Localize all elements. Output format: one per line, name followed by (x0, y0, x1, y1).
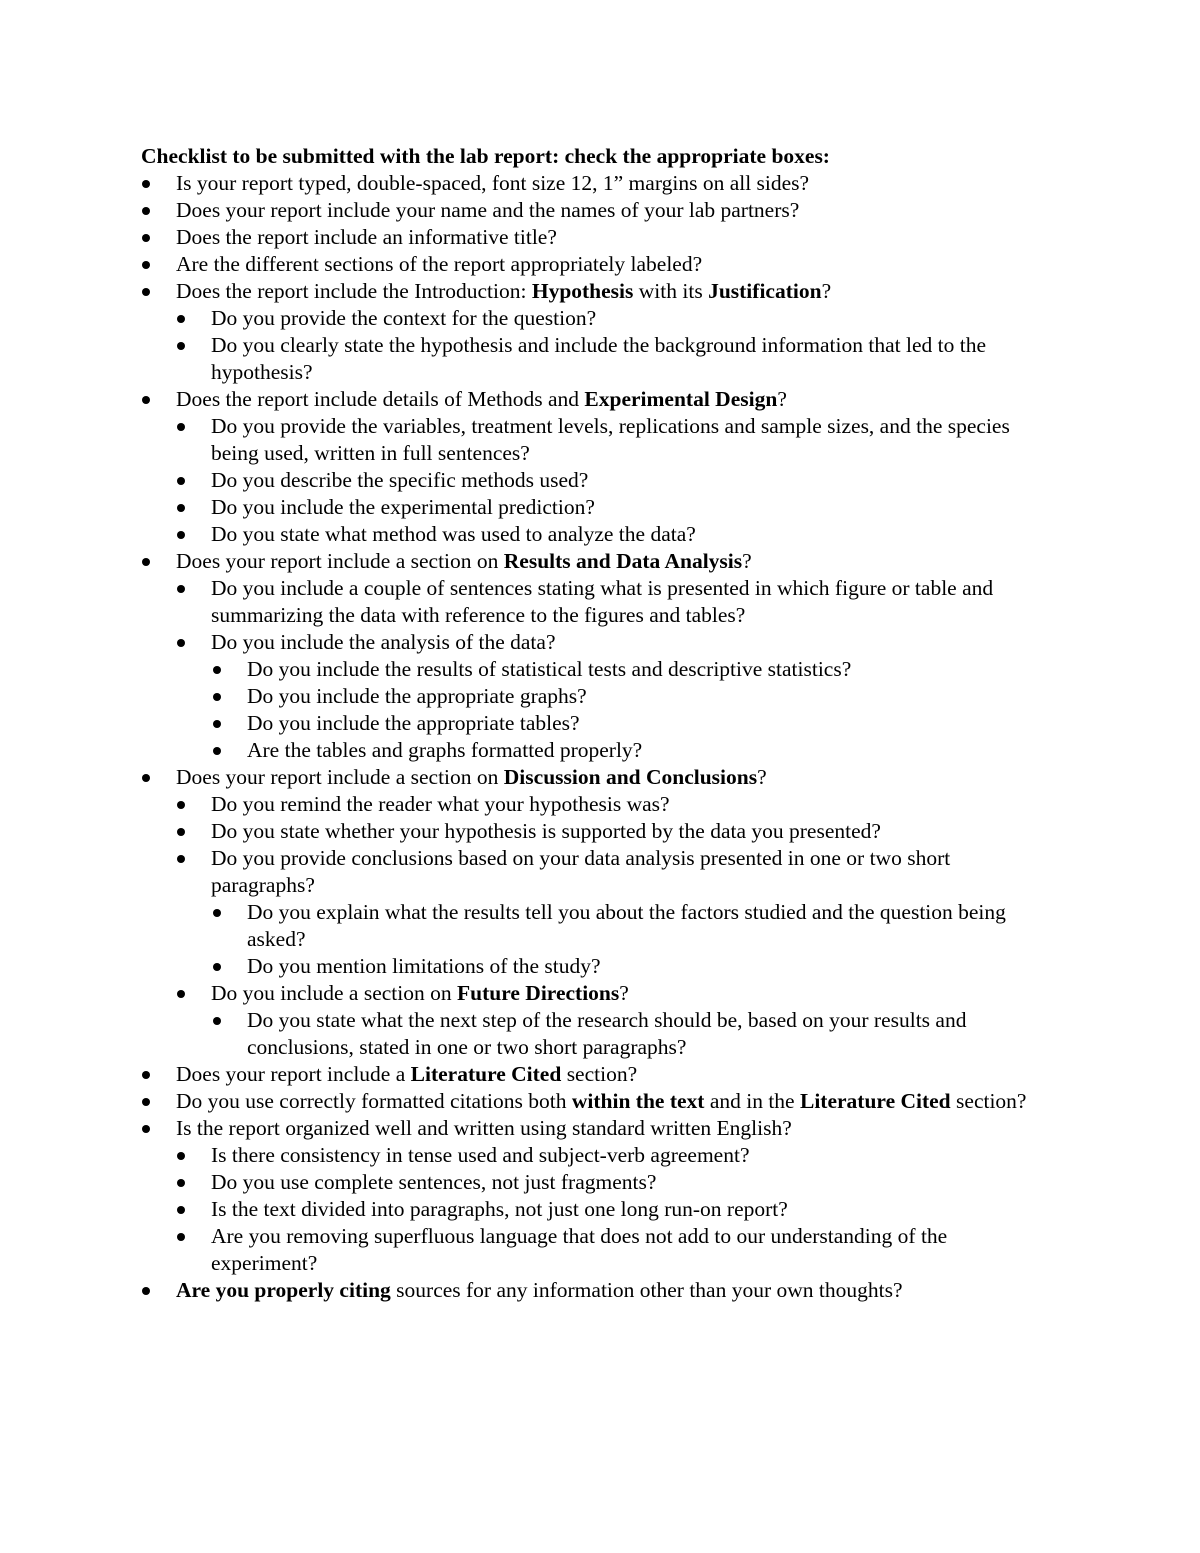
checklist-item (141, 710, 1041, 737)
checklist-item-text (211, 522, 696, 546)
text-run: Does the report include an informative title? (176, 225, 557, 249)
checklist-item-text (211, 1197, 788, 1221)
text-run: Do you remind the reader what your hypothesis was? (211, 792, 670, 816)
bullet-icon (213, 747, 221, 755)
checklist-item (141, 656, 1041, 683)
checklist-item-text (211, 333, 986, 384)
checklist-item (141, 1169, 1041, 1196)
text-run: ? (821, 279, 832, 303)
bullet-icon (177, 828, 185, 836)
checklist-item-text (211, 981, 629, 1005)
bold-text: Literature Cited (799, 1089, 951, 1113)
checklist-item-text (176, 225, 557, 249)
checklist-item (141, 413, 1041, 467)
bullet-icon (142, 207, 150, 215)
text-run: Do you state what method was used to analyze the data? (211, 522, 696, 546)
checklist-item-text (211, 819, 881, 843)
checklist-item (141, 980, 1041, 1007)
bullet-icon (177, 504, 185, 512)
text-run: Does your report include your name and the names of your lab partners? (176, 198, 800, 222)
bullet-icon (177, 1233, 185, 1241)
bullet-icon (177, 1152, 185, 1160)
text-run: Are you removing superfluous language that does not add to our understanding of the experiment? (211, 1224, 948, 1275)
checklist-item-text (211, 576, 993, 627)
text-run: section? (950, 1089, 1027, 1113)
bullet-icon (213, 720, 221, 728)
bullet-icon (213, 1017, 221, 1025)
bullet-icon (142, 1071, 150, 1079)
checklist-item (141, 332, 1041, 386)
checklist-item-text (211, 495, 595, 519)
text-run: Do you mention limitations of the study? (247, 954, 601, 978)
bullet-icon (213, 693, 221, 701)
checklist-item-text (176, 252, 702, 276)
text-run: Do you describe the specific methods used? (211, 468, 589, 492)
checklist-item (141, 521, 1041, 548)
checklist-item-text (247, 657, 851, 681)
checklist-item (141, 1277, 1041, 1304)
checklist-item (141, 845, 1041, 899)
checklist-item (141, 251, 1041, 278)
bullet-icon (213, 963, 221, 971)
checklist-item-text (211, 792, 670, 816)
checklist-item (141, 1223, 1041, 1277)
bullet-icon (177, 855, 185, 863)
text-run: Do you include a section on (211, 981, 458, 1005)
checklist-item-text (176, 1116, 792, 1140)
text-run: Do you include a couple of sentences stating what is presented in which figure or table and summarizing the data with reference to the figures and tables? (211, 576, 994, 627)
text-run: Does your report include a (176, 1062, 411, 1086)
bullet-icon (177, 423, 185, 431)
bold-text: within the text (571, 1089, 705, 1113)
bold-text: Justification (708, 279, 822, 303)
checklist-item (141, 764, 1041, 791)
text-run: with its (633, 279, 709, 303)
checklist-heading: Checklist to be submitted with the lab report: check the appropriate boxes: (141, 144, 830, 168)
text-run: Are the tables and graphs formatted properly? (247, 738, 643, 762)
checklist-item-text (211, 1224, 947, 1275)
bullet-icon (142, 288, 150, 296)
bullet-icon (142, 261, 150, 269)
text-run: Do you include the appropriate graphs? (247, 684, 587, 708)
checklist-item (141, 953, 1041, 980)
bullet-icon (177, 639, 185, 647)
checklist-item (141, 548, 1041, 575)
checklist-item-text (247, 900, 1006, 951)
checklist-item (141, 1007, 1041, 1061)
checklist-item-text (247, 711, 580, 735)
bold-text: Are you properly citing (176, 1278, 391, 1302)
text-run: Do you include the appropriate tables? (247, 711, 580, 735)
text-run: Does the report include details of Methods and (176, 387, 585, 411)
text-run: Do you state whether your hypothesis is supported by the data you presented? (211, 819, 881, 843)
checklist-item (141, 386, 1041, 413)
text-run: section? (561, 1062, 638, 1086)
text-run: Does your report include a section on (176, 549, 504, 573)
checklist-item (141, 197, 1041, 224)
checklist-item-text (211, 1170, 656, 1194)
text-run: Is the text divided into paragraphs, not just one long run-on report? (211, 1197, 788, 1221)
checklist-item (141, 1061, 1041, 1088)
checklist-item-text (247, 738, 642, 762)
text-run: Do you provide the variables, treatment levels, replications and sample sizes, and the species being used, written in full sentences? (211, 414, 1010, 465)
checklist-item (141, 575, 1041, 629)
checklist-item (141, 305, 1041, 332)
text-run: ? (757, 765, 767, 789)
checklist (141, 170, 1041, 1304)
checklist-item (141, 899, 1041, 953)
text-run: ? (619, 981, 629, 1005)
checklist-item-text (176, 171, 809, 195)
checklist-item-text (211, 414, 1010, 465)
bold-text: Future Directions (457, 981, 620, 1005)
bullet-icon (177, 315, 185, 323)
text-run: and in the (704, 1089, 800, 1113)
checklist-item-text (176, 198, 799, 222)
checklist-item-text (176, 765, 767, 789)
checklist-item (141, 1142, 1041, 1169)
checklist-item (141, 224, 1041, 251)
bullet-icon (177, 477, 185, 485)
checklist-item (141, 278, 1041, 305)
document-page (141, 143, 1041, 1304)
checklist-item (141, 629, 1041, 656)
checklist-item-text (176, 1278, 903, 1302)
bullet-icon (142, 1287, 150, 1295)
checklist-item-text (211, 846, 950, 897)
bullet-icon (142, 396, 150, 404)
bullet-icon (142, 234, 150, 242)
text-run: Are the different sections of the report appropriately labeled? (176, 252, 703, 276)
bullet-icon (177, 1206, 185, 1214)
checklist-item (141, 683, 1041, 710)
checklist-item-text (176, 549, 752, 573)
text-run: Do you state what the next step of the research should be, based on your results and conclusions, stated in one or two short paragraphs? (247, 1008, 967, 1059)
checklist-item (141, 1196, 1041, 1223)
checklist-item-text (247, 684, 587, 708)
checklist-item-text (211, 468, 588, 492)
checklist-item (141, 1088, 1041, 1115)
checklist-item-text (176, 1062, 637, 1086)
bold-text: Experimental Design (584, 387, 778, 411)
text-run: Do you clearly state the hypothesis and include the background information that led to the hypothesis? (211, 333, 986, 384)
text-run: Do you use complete sentences, not just fragments? (211, 1170, 657, 1194)
text-run: Is there consistency in tense used and subject-verb agreement? (211, 1143, 750, 1167)
text-run: Is the report organized well and written using standard written English? (176, 1116, 792, 1140)
text-run: Does your report include a section on (176, 765, 504, 789)
text-run: Do you include the results of statistical tests and descriptive statistics? (247, 657, 852, 681)
checklist-item (141, 467, 1041, 494)
bullet-icon (142, 774, 150, 782)
text-run: Do you include the analysis of the data? (211, 630, 556, 654)
text-run: Do you provide conclusions based on your data analysis presented in one or two short paragraphs? (211, 846, 951, 897)
bold-text: Literature Cited (410, 1062, 562, 1086)
checklist-item (141, 170, 1041, 197)
bold-text: Discussion and Conclusions (503, 765, 758, 789)
text-run: Is your report typed, double-spaced, font size 12, 1” margins on all sides? (176, 171, 810, 195)
text-run: Do you use correctly formatted citations both (176, 1089, 572, 1113)
checklist-item-text (176, 279, 831, 303)
text-run: sources for any information other than your own thoughts? (390, 1278, 903, 1302)
text-run: ? (777, 387, 787, 411)
checklist-item-text (211, 630, 556, 654)
text-run: Do you explain what the results tell you about the factors studied and the question being asked? (247, 900, 1006, 951)
checklist-item (141, 494, 1041, 521)
text-run: ? (742, 549, 752, 573)
bullet-icon (142, 1098, 150, 1106)
checklist-item-text (211, 1143, 750, 1167)
bold-text: Hypothesis (531, 279, 634, 303)
text-run: Do you include the experimental prediction? (211, 495, 595, 519)
checklist-item-text (211, 306, 596, 330)
bullet-icon (142, 180, 150, 188)
checklist-item (141, 737, 1041, 764)
bullet-icon (177, 801, 185, 809)
checklist-item-text (176, 387, 787, 411)
checklist-item-text (247, 954, 601, 978)
checklist-item (141, 818, 1041, 845)
bullet-icon (142, 558, 150, 566)
bullet-icon (177, 342, 185, 350)
bullet-icon (177, 531, 185, 539)
bullet-icon (177, 585, 185, 593)
text-run: Does the report include the Introduction: (176, 279, 532, 303)
checklist-item-text (176, 1089, 1026, 1113)
checklist-item (141, 1115, 1041, 1142)
bold-text: Results and Data Analysis (503, 549, 743, 573)
bullet-icon (177, 1179, 185, 1187)
checklist-item-text (247, 1008, 966, 1059)
text-run: Do you provide the context for the question? (211, 306, 597, 330)
checklist-item (141, 791, 1041, 818)
bullet-icon (142, 1125, 150, 1133)
bullet-icon (213, 909, 221, 917)
bullet-icon (213, 666, 221, 674)
bullet-icon (177, 990, 185, 998)
